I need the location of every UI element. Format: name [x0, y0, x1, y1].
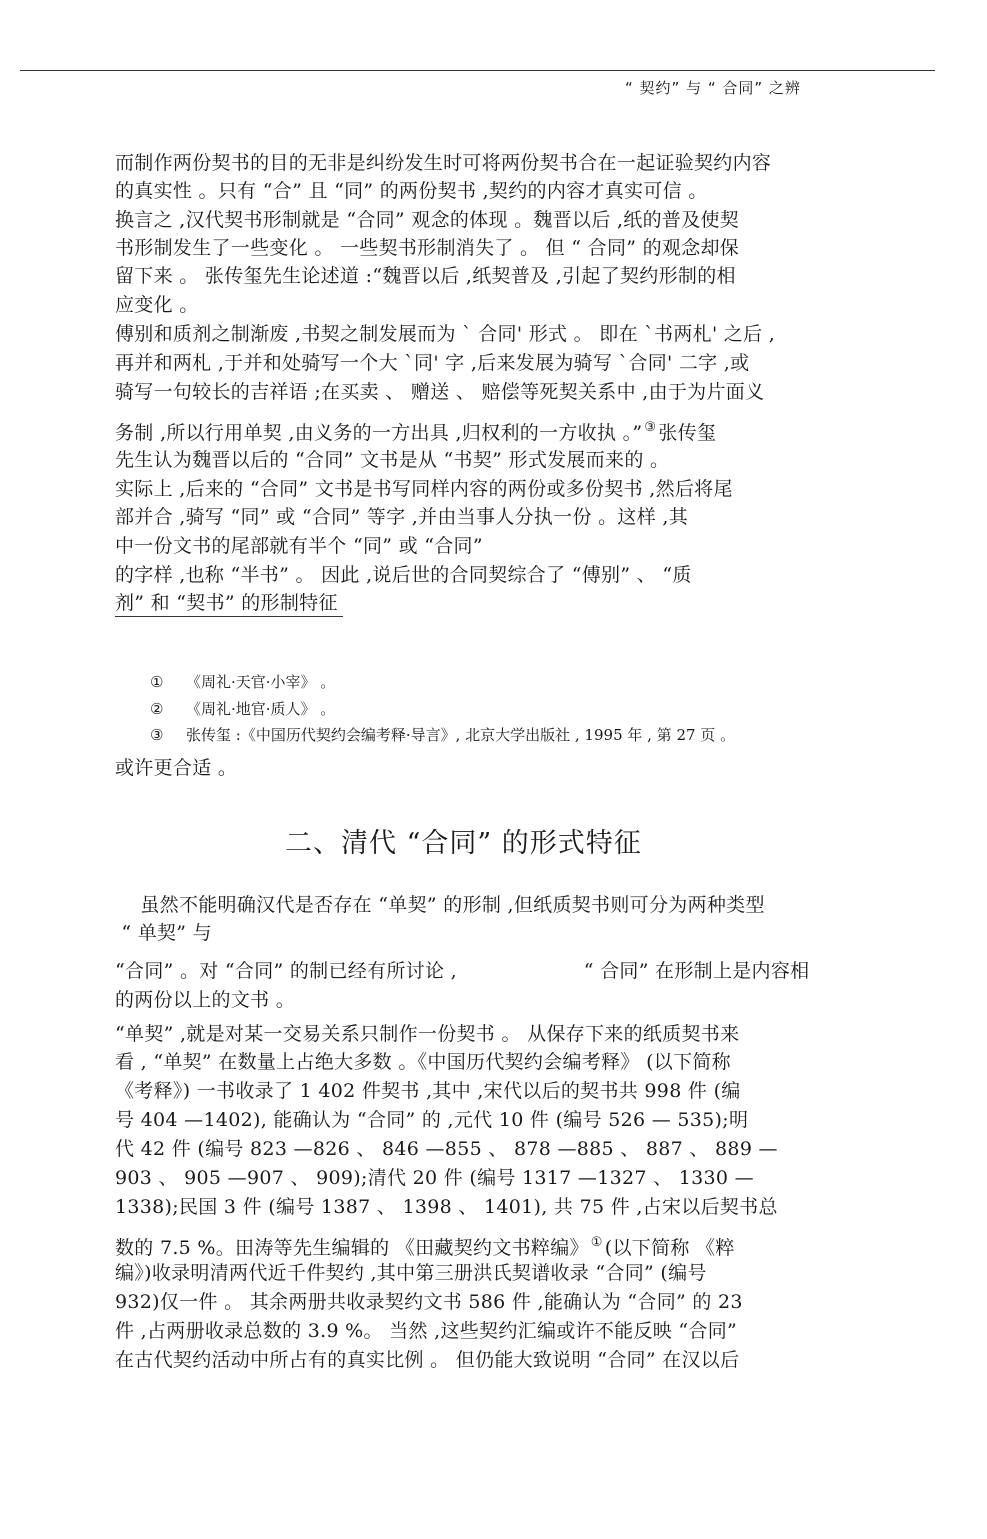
- body-line: 看 , “单契” 在数量上占绝大多数 。《中国历代契约会编考释》 (以下简称: [115, 1051, 731, 1073]
- body-line: 先生认为魏晋以后的 “合同” 文书是从 “书契” 形式发展而来的 。: [115, 449, 670, 471]
- footnote-text: 《周礼·天官·小宰》 。: [186, 673, 336, 691]
- body-text: 张传玺: [658, 422, 717, 444]
- body-line: 应变化 。: [115, 294, 199, 316]
- body-text: 务制 ,所以行用单契 ,由义务的一方出具 ,归权利的一方收执 。”: [115, 422, 643, 444]
- body-line: 而制作两份契书的目的无非是纠纷发生时可将两份契书合在一起证验契约内容: [115, 152, 772, 174]
- continuation-line: 或许更合适 。: [115, 757, 238, 779]
- section-heading: 二、清代 “合同” 的形式特征: [285, 828, 642, 859]
- body-line: 换言之 ,汉代契书形制就是 “合同” 观念的体现 。魏晋以后 ,纸的普及使契: [115, 209, 740, 231]
- body-line: 骑写一句较长的吉祥语 ;在买卖 、 赠送 、 赔偿等死契关系中 ,由于为片面义: [115, 381, 765, 403]
- body-line: 书形制发生了一些变化 。 一些契书形制消失了 。 但 “ 合同” 的观念却保: [115, 237, 740, 259]
- body-line: 的两份以上的文书 。: [115, 989, 296, 1011]
- body-line: 剂” 和 “契书” 的形制特征: [115, 592, 338, 614]
- footnote-text: 《周礼·地官·质人》 。: [186, 700, 336, 718]
- footnote-1: [150, 672, 335, 692]
- body-line: “单契” ,就是对某一交易关系只制作一份契书 。 从保存下来的纸质契书来: [115, 1023, 740, 1045]
- footnote-2: [150, 699, 335, 719]
- body-text: 数的 7.5 %。田涛等先生编辑的 《田藏契约文书粹编》: [115, 1237, 589, 1259]
- body-line-with-footnote: [115, 1231, 735, 1260]
- body-line: 编》)收录明清两代近千件契约 ,其中第三册洪氏契谱收录 “合同” (编号: [115, 1262, 707, 1284]
- body-text: (以下简称 《粹: [604, 1237, 735, 1259]
- body-line: “合同” 。对 “合同” 的制已经有所讨论 , “ 合同” 在形制上是内容相: [115, 960, 810, 982]
- running-header: “ 契约” 与 “ 合同” 之辨: [625, 79, 801, 97]
- footnote-3: [150, 725, 735, 745]
- body-line: 代 42 件 (编号 823 —826 、 846 —855 、 878 —885 、 887 、 889 —: [115, 1138, 778, 1160]
- body-line: 傅别和质剂之制渐废 ,书契之制发展而为 ` 合同' 形式 。 即在 `书两札' 之后 ,: [115, 323, 776, 345]
- body-line: 932)仅一件 。 其余两册共收录契约文书 586 件 ,能确认为 “合同” 的 23: [115, 1291, 743, 1313]
- footnote-ref-3[interactable]: ③: [644, 420, 657, 435]
- body-line: 虽然不能明确汉代是否存在 “单契” 的形制 ,但纸质契书则可分为两种类型: [115, 894, 765, 916]
- body-line: 的字样 ,也称 “半书” 。 因此 ,说后世的合同契综合了 “傅别” 、 “质: [115, 564, 692, 586]
- footnote-mark: ③: [150, 726, 164, 744]
- body-line: 903 、 905 —907 、 909);清代 20 件 (编号 1317 —1327 、 1330 —: [115, 1167, 754, 1189]
- body-line: “ 单契” 与: [115, 922, 212, 944]
- body-line: 号 404 —1402), 能确认为 “合同” 的 ,元代 10 件 (编号 526 — 535);明: [115, 1109, 749, 1131]
- body-line: 再并和两札 ,于并和处骑写一个大 `同' 字 ,后来发展为骑写 `合同' 二字 ,或: [115, 352, 750, 374]
- footnote-mark: ①: [150, 673, 164, 691]
- body-line: 的真实性 。只有 “合” 且 “同” 的两份契书 ,契约的内容才真实可信 。: [115, 180, 708, 202]
- footnote-separator: [115, 616, 343, 617]
- body-line: 在古代契约活动中所占有的真实比例 。 但仍能大致说明 “合同” 在汉以后: [115, 1349, 740, 1371]
- footnote-text: 张传玺 :《中国历代契约会编考释·导言》, 北京大学出版社 , 1995 年 , 第 27 页 。: [186, 726, 736, 744]
- body-line: 《考释》) 一书收录了 1 402 件契书 ,其中 ,宋代以后的契书共 998 件 (编: [115, 1080, 741, 1102]
- body-line: 件 ,占两册收录总数的 3.9 %。 当然 ,这些契约汇编或许不能反映 “合同”: [115, 1320, 738, 1342]
- body-line: 中一份文书的尾部就有半个 “同” 或 “合同”: [115, 535, 483, 557]
- body-line: 1338);民国 3 件 (编号 1387 、 1398 、 1401), 共 75 件 ,占宋以后契书总: [115, 1196, 778, 1218]
- body-line: 部并合 ,骑写 “同” 或 “合同” 等字 ,并由当事人分执一份 。这样 ,其: [115, 506, 688, 528]
- header-rule: [20, 70, 935, 71]
- footnote-ref-1[interactable]: ①: [590, 1235, 603, 1250]
- footnote-mark: ②: [150, 700, 164, 718]
- body-line: 实际上 ,后来的 “合同” 文书是书写同样内容的两份或多份契书 ,然后将尾: [115, 478, 733, 500]
- body-line-with-footnote: [115, 416, 716, 445]
- body-line: 留下来 。 张传玺先生论述道 :“魏晋以后 ,纸契普及 ,引起了契约形制的相: [115, 265, 736, 287]
